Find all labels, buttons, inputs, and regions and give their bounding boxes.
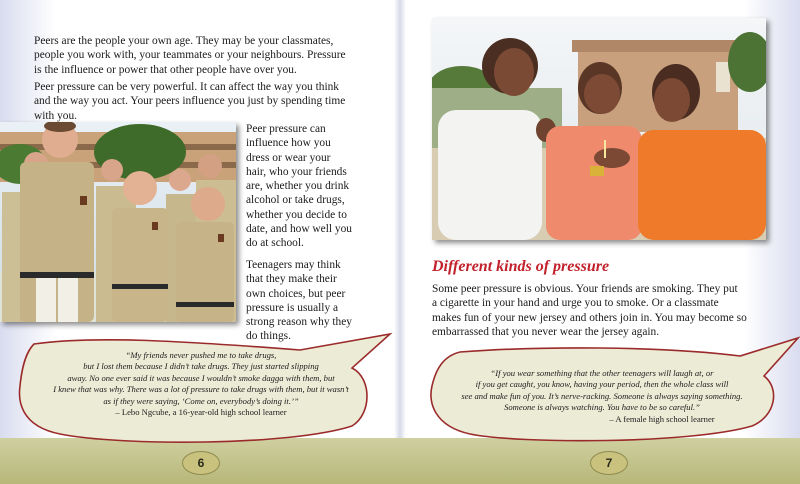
- page-number-right: 7: [590, 451, 628, 475]
- intro-paragraph-2: Peer pressure can be very powerful. It can affect the way you think and the way you act. Your peers influence you just by spending time with you.: [34, 81, 346, 122]
- girls-smoking-photo: [432, 18, 766, 240]
- side-paragraph-2: Teenagers may think that they make their own choices, but peer pressure is usually a strong reason why they do things.: [246, 259, 352, 343]
- cadets-photo: [0, 122, 236, 322]
- left-quote-text: “My friends never pushed me to take drugs, but I lost them because I didn’t take drugs. They just started slipping away. No one ever said it was because I wouldn’t smoke dagga with them, but I knew that was why. There was a lot of pressure to take drugs with them, but it wasn’t as if they were saying, ‘Come on, everybody’s doing it.’” – Lebo Ngcube, a 16-year-old high school learner: [53, 350, 349, 418]
- right-quote-text: “If you wear something that the other teenagers will laugh at, or if you get caught, you know, having your period, then the whole class will see and make fun of you. It’s nerve-racking. Someone is always saying something. Someone is always watching. You have to be so careful.” – A female high school learner: [461, 368, 743, 424]
- right-quote-attribution: – A female high school learner: [609, 413, 715, 424]
- side-paragraph-1: Peer pressure can influence how you dress or wear your hair, who your friends are, whether you drink alcohol or take drugs, whether you decide to date, and how well you do at school.: [246, 123, 352, 250]
- girls-illustration: [432, 18, 766, 240]
- section-heading: Different kinds of pressure: [432, 258, 610, 275]
- intro-paragraph-1: Peers are the people your own age. They may be your classmates, people you work with, your teammates or your neighbours. Pressure is the influence or power that other people have over you.: [34, 35, 346, 76]
- page-number-left: 6: [182, 451, 220, 475]
- left-quote-attribution: – Lebo Ngcube, a 16-year-old high school learner: [115, 407, 287, 418]
- cadets-illustration: [0, 122, 236, 322]
- pressure-paragraph: Some peer pressure is obvious. Your friends are smoking. They put a cigarette in your hand and urge you to smoke. Or a classmate makes fun of your new jersey and others join in. You may become so embarrassed that you never wear the jersey again.: [432, 283, 747, 338]
